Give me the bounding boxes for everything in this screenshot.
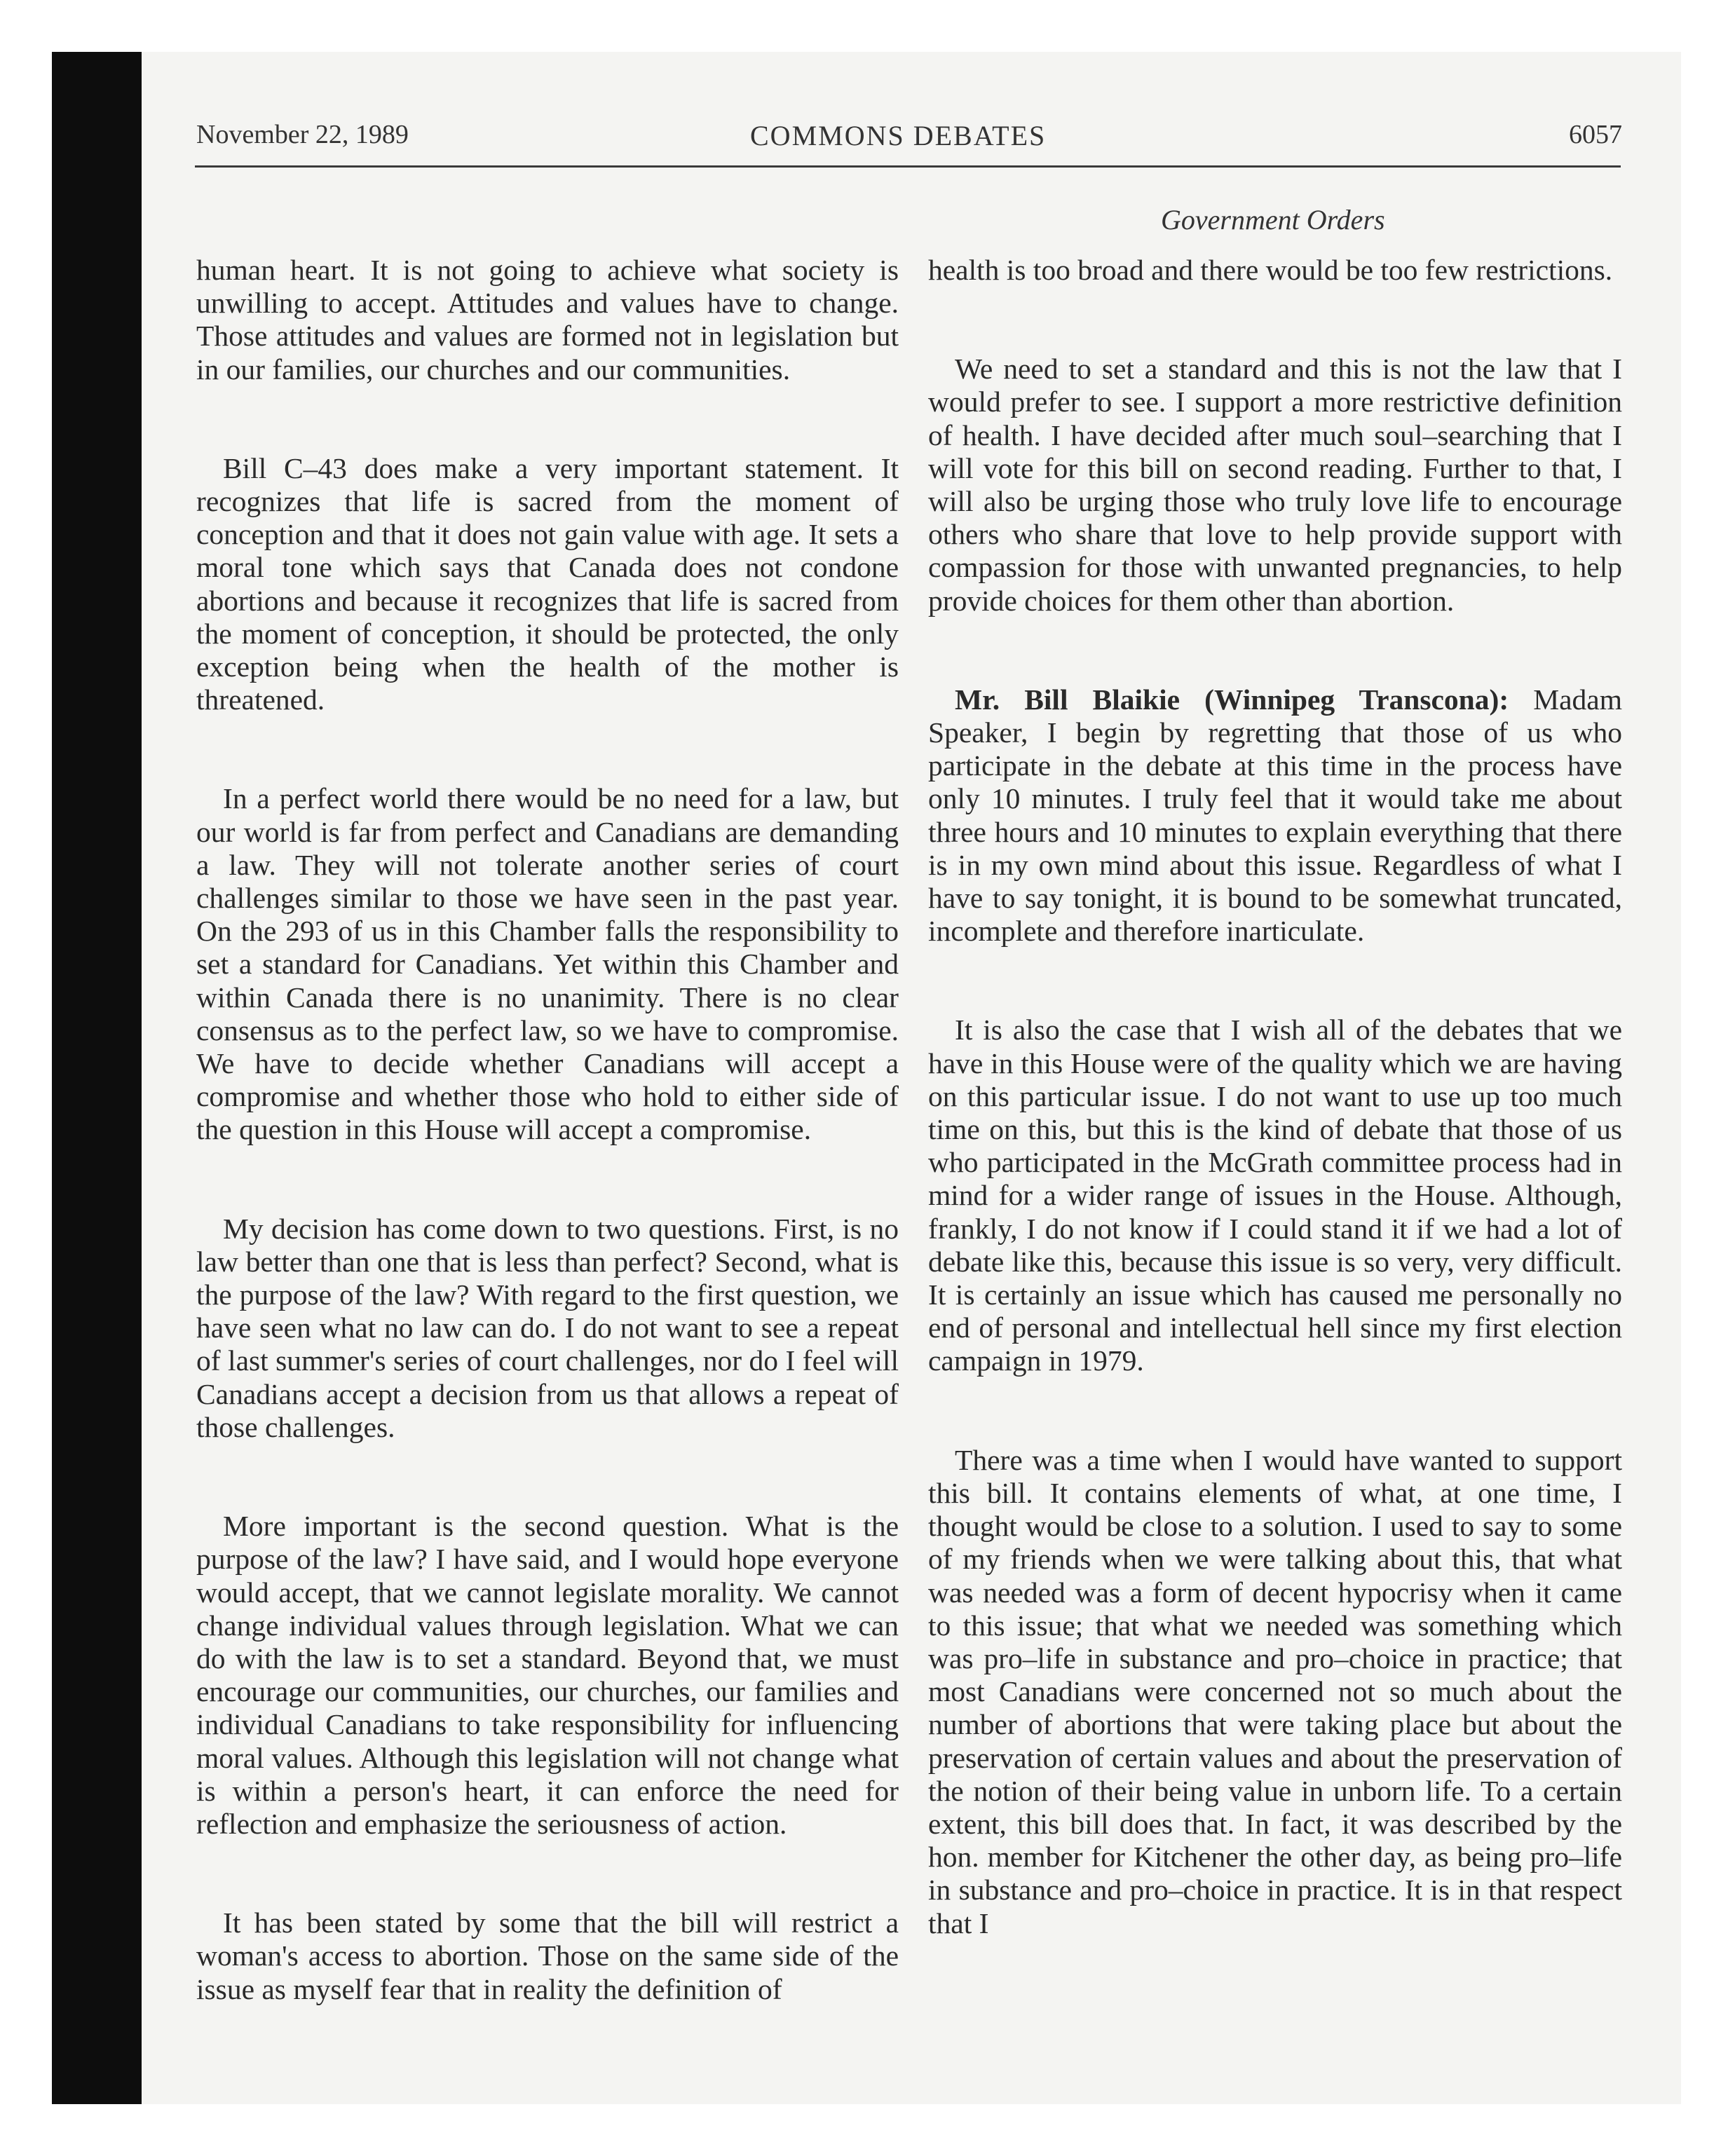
paragraph: We need to set a standard and this is not the law that I would prefer to see. I support a more restrictive definition of health. I have decided after much soul–searching that I will vote for this bill on second reading. Further to that, I will also be urging those who truly love life to encourage others who share that love to help provide support with compassion for those with unwanted pregnancies, to help provide choices for them other than abortion. <box>928 353 1622 617</box>
paragraph: It has been stated by some that the bill will restrict a woman's access to abortion. Those on the same side of the issue as myself fear that in reality the definition of <box>196 1906 899 2005</box>
paragraph: More important is the second question. What is the purpose of the law? I have said, and I would hope everyone would accept, that we cannot legislate morality. We cannot change individual values through legislation. What we can do with the law is to set a standard. Beyond that, we must encourage our communities, our churches, our families and individual Canadians to take responsibility for influencing moral values. Although this legislation will not change what is within a person's heart, it can enforce the need for reflection and emphasize the seriousness of action. <box>196 1510 899 1840</box>
section-title: Government Orders <box>1161 204 1385 236</box>
paragraph: Bill C–43 does make a very important statement. It recognizes that life is sacred from the moment of conception and that it does not gain value with age. It sets a moral tone which says that Canada does not condone abortions and because it recognizes that life is sacred from the moment of conception, it should be protected, the only exception being when the health of the mother is threatened. <box>196 451 899 716</box>
header-rule <box>195 165 1621 168</box>
paragraph: health is too broad and there would be too few restrictions. <box>928 254 1613 286</box>
left-column <box>196 254 899 2006</box>
paragraph: My decision has come down to two questions. First, is no law better than one that is less than perfect? Second, what is the purpose of the law? With regard to the first question, we have seen what no law can do. I do not want to see a repeat of last summer's series of court challenges, nor do I feel will Canadians accept a decision from us that allows a repeat of those challenges. <box>196 1212 899 1443</box>
paragraph: There was a time when I would have wanted to support this bill. It contains elements of what, at one time, I thought would be close to a solution. I used to say to some of my friends when we were talking about this, that what was needed was a form of decent hypocrisy when it came to this issue; that what we needed was something which was pro–life in substance and pro–choice in practice; that most Canadians were concerned not so much about the number of abortions that were taking place but about the preservation of certain values and about the preservation of the notion of their being value in unborn life. To a certain extent, this bill does that. In fact, it was described by the hon. member for Kitchener the other day, as being pro–life in substance and pro–choice in practice. It is in that respect that I <box>928 1443 1622 1939</box>
page-number: 6057 <box>1569 120 1622 149</box>
paragraph: human heart. It is not going to achieve what society is unwilling to accept. Attitudes and values have to change. Those attitudes and values are formed not in legislation but in our families, our churches and our communities. <box>196 254 899 386</box>
speech-paragraph <box>928 683 1622 948</box>
paragraph: In a perfect world there would be no need for a law, but our world is far from perfect and Canadians are demanding a law. They will not tolerate another series of court challenges similar to those we have seen in the past year. On the 293 of us in this Chamber falls the responsibility to set a standard for Canadians. Yet within this Chamber and within Canada there is no unanimity. There is no clear consensus as to the perfect law, so we have to compromise. We have to decide whether Canadians will accept a compromise and whether those who hold to either side of the question in this House will accept a compromise. <box>196 782 899 1146</box>
header-title: COMMONS DEBATES <box>750 120 1047 151</box>
right-column <box>928 254 1622 1940</box>
speaker-name: Mr. Bill Blaikie (Winnipeg Transcona): <box>955 683 1509 716</box>
header-date: November 22, 1989 <box>196 120 409 149</box>
paragraph: It is also the case that I wish all of the debates that we have in this House were of the quality which we are having on this particular issue. I do not want to use up too much time on this, but this is the kind of debate that those of us who participated in the McGrath committee process had in mind for a wider range of issues in the House. Although, frankly, I do not know if I could stand it if we had a lot of debate like this, because this issue is so very, very difficult. It is certainly an issue which has caused me personally no end of personal and intellectual hell since my first election campaign in 1979. <box>928 1014 1622 1377</box>
binding-edge <box>52 52 142 2104</box>
speech-text: Madam Speaker, I begin by regretting that those of us who participate in the debate at this time in the process have only 10 minutes. I truly feel that it would take me about three hours and 10 minutes to explain everything that there is in my own mind about this issue. Regardless of what I have to say tonight, it is bound to be somewhat truncated, incomplete and therefore inarticulate. <box>928 683 1622 948</box>
